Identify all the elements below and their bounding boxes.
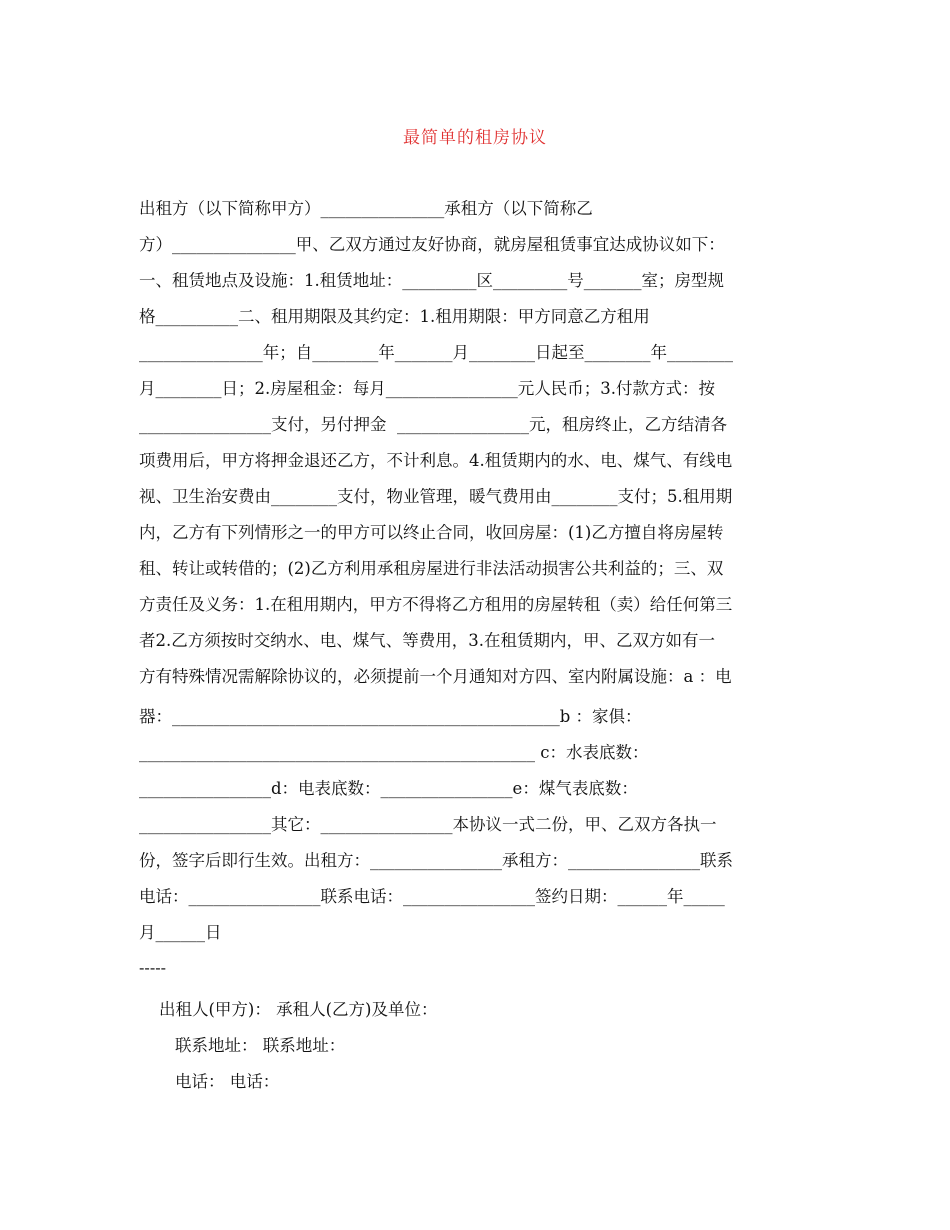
body-line-7: ________________支付，另付押金 ________________元，租房终止，乙方结清各 xyxy=(139,415,727,434)
body-line-14: 方有特殊情况需解除协议的，必须提前一个月通知对方四、室内附属设施：a ：电 xyxy=(139,667,732,686)
signature-address: 联系地址： 联系地址： xyxy=(175,1036,346,1055)
body-line-21: 月______日 xyxy=(139,923,222,942)
body-line-4: 格__________二、租用期限及其约定：1.租用期限：甲方同意乙方租用 xyxy=(139,307,650,326)
body-line-11: 租、转让或转借的；(2)乙方利用承租房屋进行非法活动损害公共利益的；三、双 xyxy=(139,559,724,578)
body-line-19: 份，签字后即行生效。出租方：________________承租方：________________联系 xyxy=(139,851,733,870)
body-line-3: 一、租赁地点及设施：1.租赁地址：_________区_________号_______室；房型规 xyxy=(139,271,724,290)
body-line-8: 项费用后，甲方将押金退还乙方，不计利息。4.租赁期内的水、电、煤气、有线电 xyxy=(139,451,733,470)
section-separator: ----- xyxy=(139,958,167,977)
body-line-18: ________________其它：________________本协议一式二份，甲、乙双方各执一 xyxy=(139,815,717,834)
body-line-9: 视、卫生治安费由________支付，物业管理，暖气费用由________支付；5.租用期 xyxy=(139,487,733,506)
signature-phone: 电话： 电话： xyxy=(175,1072,280,1091)
body-line-20: 电话：________________联系电话：________________签约日期：______年_____ xyxy=(139,887,725,906)
body-line-5: _______________年；自________年_______月________日起至________年________ xyxy=(139,343,733,362)
body-line-12: 方责任及义务：1.在租用期内，甲方不得将乙方租用的房屋转租（卖）给任何第三 xyxy=(139,595,733,614)
body-line-15: 器：_______________________________________________b ：家俱： xyxy=(139,707,642,726)
body-line-1: 出租方（以下简称甲方）_______________承租方（以下简称乙 xyxy=(139,199,593,218)
body-line-2: 方）_______________甲、乙双方通过友好协商，就房屋租赁事宜达成协议如下： xyxy=(139,235,725,254)
body-line-10: 内，乙方有下列情形之一的甲方可以终止合同，收回房屋：(1)乙方擅自将房屋转 xyxy=(139,523,724,542)
body-line-13: 者2.乙方须按时交纳水、电、煤气、等费用，3.在租赁期内，甲、乙双方如有一 xyxy=(139,631,715,650)
signature-parties: 出租人(甲方)： 承租人(乙方)及单位： xyxy=(159,1000,438,1019)
body-line-16: ________________________________________________ c：水表底数： xyxy=(139,743,649,762)
body-line-6: 月________日；2.房屋租金：每月________________元人民币；3.付款方式：按 xyxy=(139,379,715,398)
document-title: 最简单的租房协议 xyxy=(403,128,547,148)
body-line-17: ________________d：电表底数：________________e：煤气表底数： xyxy=(139,779,638,798)
